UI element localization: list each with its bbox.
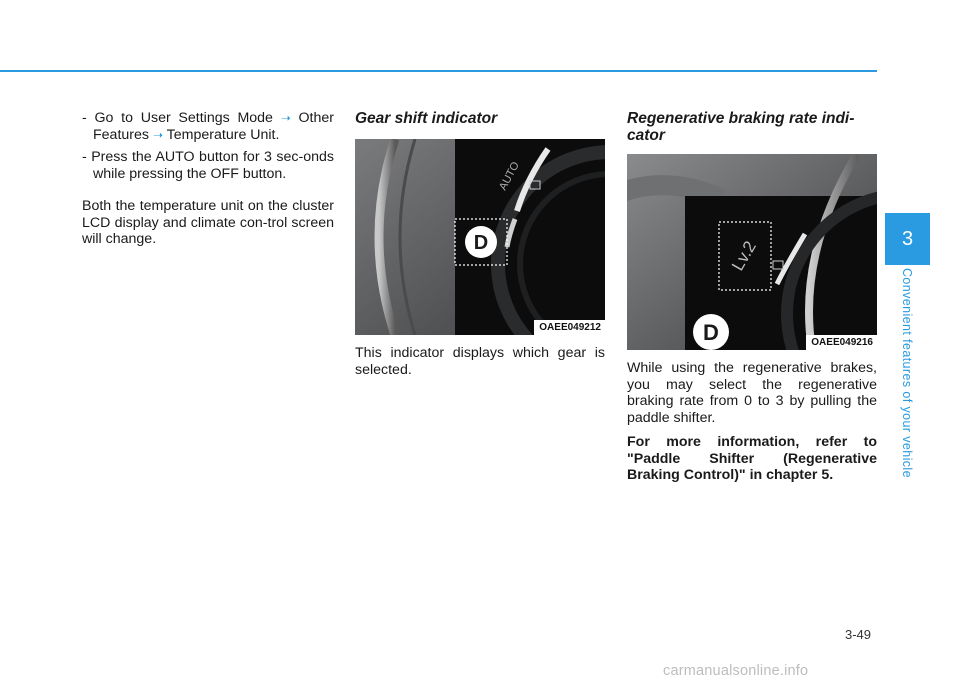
chapter-tab: 3 bbox=[885, 213, 930, 265]
gear-letter: D bbox=[703, 320, 719, 345]
regen-description: While using the regenerative brakes, you may select the regenerative braking rate from 0 to 3 by pulling the paddle shifter. bbox=[627, 360, 877, 426]
column-3 bbox=[627, 110, 877, 484]
gear-indicator-description: This indicator displays which gear is selected. bbox=[355, 345, 605, 378]
figure-gear-shift bbox=[355, 139, 605, 335]
figure-code: OAEE049212 bbox=[534, 320, 605, 335]
regen-reference-note: For more information, refer to "Paddle Shifter (Regenerative Braking Control)" in chapter 5. bbox=[627, 434, 877, 483]
bullet-press-auto: - Press the AUTO button for 3 sec-onds while pressing the OFF button. bbox=[82, 149, 334, 182]
arrow-icon: ➝ bbox=[280, 111, 291, 125]
top-rule bbox=[0, 70, 877, 72]
gear-letter: D bbox=[473, 232, 489, 254]
page-number: 3-49 bbox=[845, 627, 872, 642]
figure-regenerative-braking bbox=[627, 154, 877, 350]
auto-label: AUTO bbox=[497, 159, 522, 193]
bullet-user-settings: - Go to User Settings Mode ➝ Other Features ➝ Temperature Unit. bbox=[82, 110, 334, 143]
level-label: Lv.2 bbox=[728, 237, 760, 274]
regen-cluster-illustration bbox=[627, 154, 877, 350]
chapter-title-text: Convenient features of your vehicle bbox=[900, 268, 914, 478]
gear-cluster-illustration bbox=[355, 139, 605, 335]
figure-code: OAEE049216 bbox=[806, 335, 877, 350]
column-1 bbox=[82, 110, 334, 248]
paragraph-temperature-unit: Both the temperature unit on the cluster LCD display and climate con-trol screen will change. bbox=[82, 198, 334, 247]
heading-regenerative-braking: Regenerative braking rate indi-cator bbox=[627, 110, 855, 144]
watermark: carmanualsonline.info bbox=[663, 663, 809, 679]
heading-gear-shift-indicator: Gear shift indicator bbox=[355, 110, 498, 127]
arrow-icon: ➝ bbox=[152, 127, 163, 142]
column-2 bbox=[355, 110, 605, 378]
